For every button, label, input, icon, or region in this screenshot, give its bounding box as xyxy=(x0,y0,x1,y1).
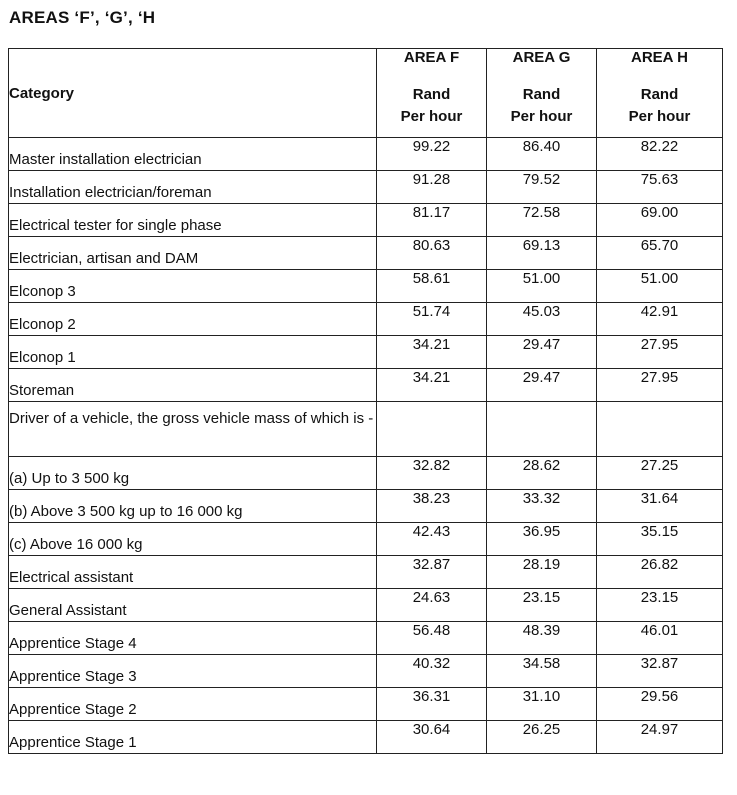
area-f-rate-cell: 56.48 xyxy=(377,622,487,655)
table-row xyxy=(9,237,723,270)
area-f-rate-cell: 30.64 xyxy=(377,721,487,754)
area-h-rate-cell: 32.87 xyxy=(597,655,723,688)
area-h-rate-cell: 27.95 xyxy=(597,336,723,369)
area-f-rate-cell: 34.21 xyxy=(377,336,487,369)
area-g-unit-line1: Rand xyxy=(522,86,561,103)
category-cell: Electrician, artisan and DAM xyxy=(9,237,377,270)
area-g-rate-cell: 29.47 xyxy=(487,369,597,402)
table-row xyxy=(9,622,723,655)
category-cell: Elconop 2 xyxy=(9,303,377,336)
table-row xyxy=(9,369,723,402)
table-row xyxy=(9,490,723,523)
table-row xyxy=(9,402,723,457)
area-h-rate-cell: 69.00 xyxy=(597,204,723,237)
category-cell: (c) Above 16 000 kg xyxy=(9,523,377,556)
table-row xyxy=(9,457,723,490)
table-row xyxy=(9,336,723,369)
wage-rates-table xyxy=(8,48,723,754)
area-f-label: AREA F xyxy=(403,49,460,66)
category-cell: Apprentice Stage 1 xyxy=(9,721,377,754)
area-g-rate-cell: 72.58 xyxy=(487,204,597,237)
area-h-column-header xyxy=(597,49,723,138)
area-f-rate-cell: 32.82 xyxy=(377,457,487,490)
page-title: AREAS ‘F’, ‘G’, ‘H xyxy=(9,8,156,27)
area-h-rate-cell: 27.95 xyxy=(597,369,723,402)
area-f-rate-cell: 34.21 xyxy=(377,369,487,402)
area-f-rate-cell: 91.28 xyxy=(377,171,487,204)
area-f-rate-cell: 51.74 xyxy=(377,303,487,336)
area-g-rate-cell: 86.40 xyxy=(487,138,597,171)
area-f-unit-line1: Rand xyxy=(412,86,451,103)
area-h-rate-cell: 65.70 xyxy=(597,237,723,270)
area-h-rate-cell: 24.97 xyxy=(597,721,723,754)
area-g-rate-cell: 51.00 xyxy=(487,270,597,303)
area-g-rate-cell: 34.58 xyxy=(487,655,597,688)
area-h-label: AREA H xyxy=(631,49,688,66)
category-cell: Master installation electrician xyxy=(9,138,377,171)
table-row xyxy=(9,303,723,336)
area-g-rate-cell xyxy=(487,402,597,457)
category-cell: Driver of a vehicle, the gross vehicle mass of which is - xyxy=(9,402,377,457)
area-f-rate-cell: 38.23 xyxy=(377,490,487,523)
category-cell: Storeman xyxy=(9,369,377,402)
area-f-column-header xyxy=(377,49,487,138)
table-row xyxy=(9,721,723,754)
table-row xyxy=(9,523,723,556)
area-g-rate-cell: 28.19 xyxy=(487,556,597,589)
area-g-unit xyxy=(487,84,596,128)
table-row xyxy=(9,171,723,204)
table-row xyxy=(9,556,723,589)
category-cell: (a) Up to 3 500 kg xyxy=(9,457,377,490)
table-row xyxy=(9,138,723,171)
area-h-rate-cell: 23.15 xyxy=(597,589,723,622)
table-row xyxy=(9,270,723,303)
area-f-unit xyxy=(377,84,486,128)
category-cell: (b) Above 3 500 kg up to 16 000 kg xyxy=(9,490,377,523)
category-cell: Apprentice Stage 2 xyxy=(9,688,377,721)
category-cell: Apprentice Stage 4 xyxy=(9,622,377,655)
category-cell: General Assistant xyxy=(9,589,377,622)
area-h-unit-line1: Rand xyxy=(640,86,679,103)
area-h-unit xyxy=(597,84,722,128)
table-header-row xyxy=(9,49,723,138)
area-f-rate-cell: 40.32 xyxy=(377,655,487,688)
table-row xyxy=(9,204,723,237)
area-g-rate-cell: 23.15 xyxy=(487,589,597,622)
area-h-rate-cell: 46.01 xyxy=(597,622,723,655)
category-cell: Electrical assistant xyxy=(9,556,377,589)
area-h-rate-cell: 75.63 xyxy=(597,171,723,204)
area-g-column-header xyxy=(487,49,597,138)
category-column-header: Category xyxy=(9,49,377,138)
area-h-rate-cell: 29.56 xyxy=(597,688,723,721)
area-h-rate-cell: 51.00 xyxy=(597,270,723,303)
area-h-rate-cell: 82.22 xyxy=(597,138,723,171)
area-h-rate-cell xyxy=(597,402,723,457)
area-f-rate-cell: 58.61 xyxy=(377,270,487,303)
area-g-rate-cell: 33.32 xyxy=(487,490,597,523)
area-f-rate-cell xyxy=(377,402,487,457)
table-row xyxy=(9,688,723,721)
area-g-rate-cell: 79.52 xyxy=(487,171,597,204)
area-f-rate-cell: 80.63 xyxy=(377,237,487,270)
category-cell: Apprentice Stage 3 xyxy=(9,655,377,688)
area-g-rate-cell: 26.25 xyxy=(487,721,597,754)
area-g-rate-cell: 45.03 xyxy=(487,303,597,336)
category-cell: Elconop 3 xyxy=(9,270,377,303)
area-g-label: AREA G xyxy=(512,49,571,66)
area-g-rate-cell: 48.39 xyxy=(487,622,597,655)
area-h-rate-cell: 27.25 xyxy=(597,457,723,490)
area-g-rate-cell: 31.10 xyxy=(487,688,597,721)
area-h-rate-cell: 31.64 xyxy=(597,490,723,523)
area-g-rate-cell: 28.62 xyxy=(487,457,597,490)
area-h-rate-cell: 26.82 xyxy=(597,556,723,589)
category-cell: Installation electrician/foreman xyxy=(9,171,377,204)
area-g-rate-cell: 36.95 xyxy=(487,523,597,556)
area-f-unit-line2: Per hour xyxy=(400,108,463,125)
area-g-rate-cell: 69.13 xyxy=(487,237,597,270)
area-f-rate-cell: 32.87 xyxy=(377,556,487,589)
area-g-rate-cell: 29.47 xyxy=(487,336,597,369)
table-row xyxy=(9,589,723,622)
category-cell: Electrical tester for single phase xyxy=(9,204,377,237)
area-f-rate-cell: 42.43 xyxy=(377,523,487,556)
area-f-rate-cell: 36.31 xyxy=(377,688,487,721)
area-h-rate-cell: 42.91 xyxy=(597,303,723,336)
area-h-unit-line2: Per hour xyxy=(628,108,691,125)
table-row xyxy=(9,655,723,688)
area-h-rate-cell: 35.15 xyxy=(597,523,723,556)
area-f-rate-cell: 99.22 xyxy=(377,138,487,171)
area-g-unit-line2: Per hour xyxy=(510,108,573,125)
area-f-rate-cell: 81.17 xyxy=(377,204,487,237)
area-f-rate-cell: 24.63 xyxy=(377,589,487,622)
category-cell: Elconop 1 xyxy=(9,336,377,369)
